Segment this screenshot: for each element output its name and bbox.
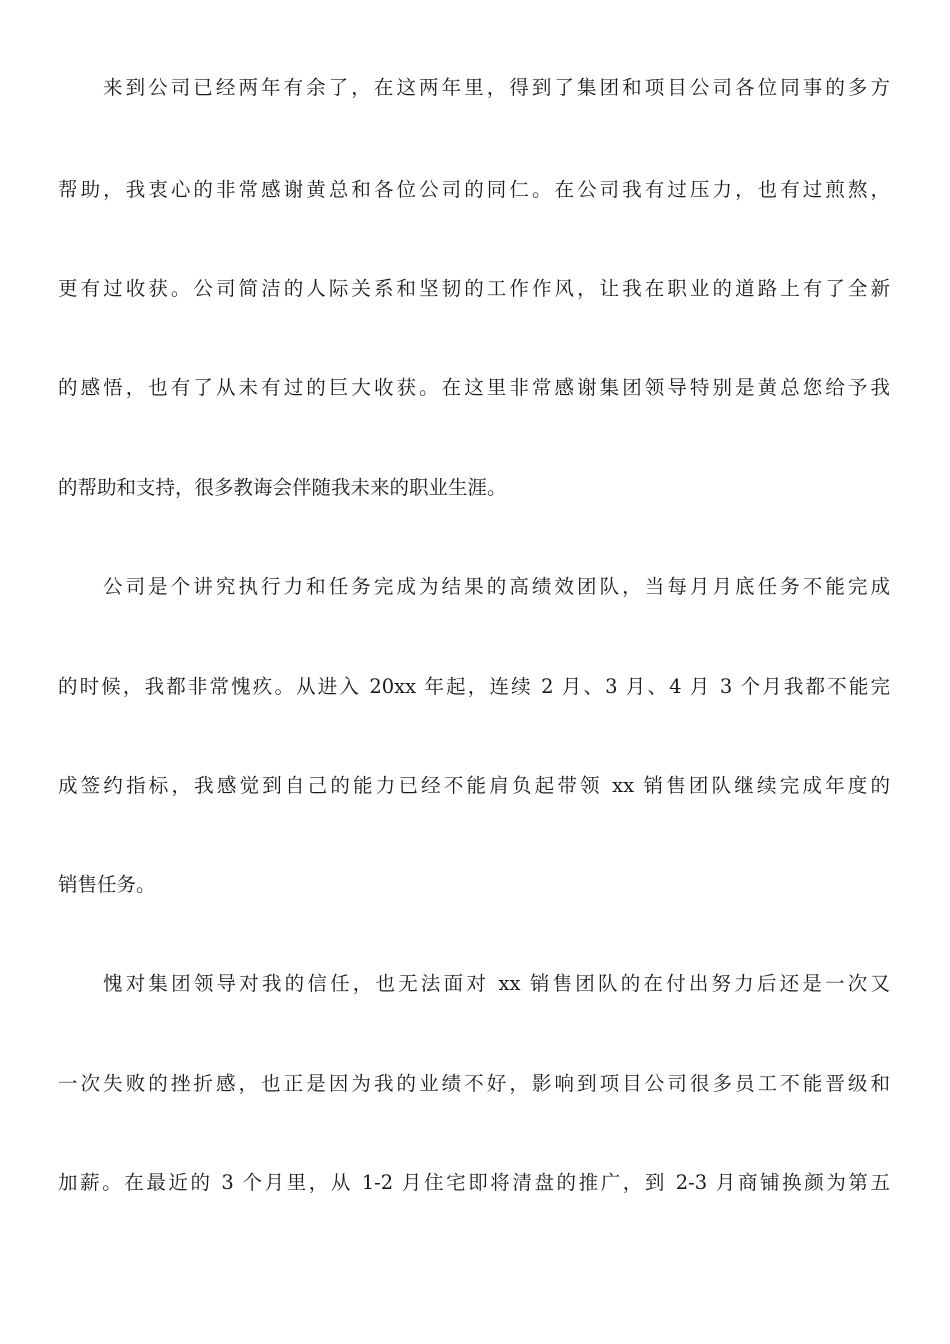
paragraph-3-line-3: 加薪。在最近的 3 个月里，从 1-2 月住宅即将清盘的推广，到 2-3 月商铺换颜为第五 (58, 1171, 890, 1194)
paragraph-3-line-2: 一次失败的挫折感，也正是因为我的业绩不好，影响到项目公司很多员工不能晋级和 (58, 1072, 890, 1095)
paragraph-1-line-3: 更有过收获。公司简洁的人际关系和坚韧的工作作风，让我在职业的道路上有了全新 (58, 277, 890, 300)
paragraph-1-line-4: 的感悟，也有了从未有过的巨大收获。在这里非常感谢集团领导特别是黄总您给予我 (58, 376, 890, 399)
paragraph-1-line-1: 来到公司已经两年有余了，在这两年里，得到了集团和项目公司各位同事的多方 (103, 76, 890, 99)
paragraph-3-line-1: 愧对集团领导对我的信任，也无法面对 xx 销售团队的在付出努力后还是一次又 (103, 972, 890, 995)
paragraph-2-line-1: 公司是个讲究执行力和任务完成为结果的高绩效团队，当每月月底任务不能完成 (103, 575, 890, 598)
paragraph-1-line-2: 帮助，我衷心的非常感谢黄总和各位公司的同仁。在公司我有过压力，也有过煎熬， (58, 178, 890, 201)
paragraph-1-line-5: 的帮助和支持，很多教诲会伴随我未来的职业生涯。 (58, 476, 507, 499)
paragraph-2-line-3: 成签约指标，我感觉到自己的能力已经不能肩负起带领 xx 销售团队继续完成年度的 (58, 774, 890, 797)
paragraph-2-line-2: 的时候，我都非常愧疚。从进入 20xx 年起，连续 2 月、3 月、4 月 3 个月我都不能完 (58, 675, 890, 698)
paragraph-2-line-4: 销售任务。 (58, 873, 156, 896)
